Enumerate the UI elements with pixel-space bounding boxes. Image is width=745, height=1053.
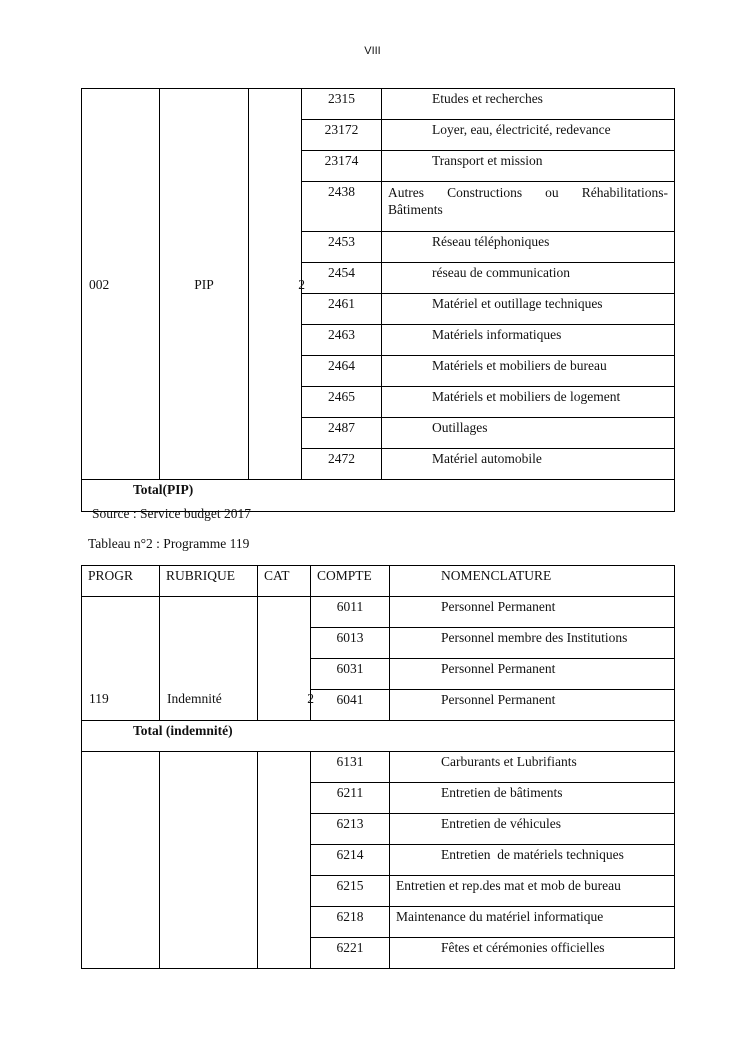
- compte-cell: 6011: [311, 597, 390, 628]
- nomenclature-cell: [382, 182, 675, 232]
- compte-cell: 6013: [311, 628, 390, 659]
- nomenclature-cell: Entretien de matériels techniques: [390, 845, 675, 876]
- progr-cell: 002: [82, 89, 160, 480]
- table-row: [82, 752, 675, 783]
- compte-cell: 2315: [302, 89, 382, 120]
- compte-cell: 2463: [302, 325, 382, 356]
- compte-cell: 2461: [302, 294, 382, 325]
- rubrique-cell: Indemnité: [160, 597, 258, 721]
- nomenclature-cell: Transport et mission: [382, 151, 675, 182]
- nomenclature-cell: Etudes et recherches: [382, 89, 675, 120]
- compte-cell: 6041: [311, 690, 390, 721]
- compte-cell: 23172: [302, 120, 382, 151]
- header-progr: PROGR: [82, 566, 160, 597]
- progr-cell: [82, 752, 160, 969]
- cat-fragment: 2: [307, 691, 314, 706]
- cat-cell: [249, 89, 305, 480]
- compte-cell: 2487: [302, 418, 382, 449]
- header-cat: CAT: [258, 566, 311, 597]
- nomenclature-cell: Personnel Permanent: [390, 597, 675, 628]
- nomenclature-line: Bâtiments: [388, 202, 443, 217]
- nomenclature-cell: Personnel Permanent: [390, 690, 675, 721]
- pip-budget-table: [81, 88, 675, 512]
- nomenclature-cell: Matériels et mobiliers de bureau: [382, 356, 675, 387]
- table-caption: Tableau n°2 : Programme 119: [88, 536, 250, 551]
- nomenclature-cell: Maintenance du matériel informatique: [390, 907, 675, 938]
- rubrique-cell: [160, 752, 258, 969]
- header-row: [82, 566, 675, 597]
- compte-cell: 6031: [311, 659, 390, 690]
- header-compte: COMPTE: [311, 566, 390, 597]
- programme-119-table: [81, 565, 675, 969]
- rubrique-cell: PIP: [160, 89, 249, 480]
- nomenclature-cell: Matériel automobile: [382, 449, 675, 480]
- compte-cell: 2464: [302, 356, 382, 387]
- compte-cell: 2454: [302, 263, 382, 294]
- compte-cell: 6211: [311, 783, 390, 814]
- progr-cell: 119: [82, 597, 160, 721]
- nomenclature-cell: Entretien de bâtiments: [390, 783, 675, 814]
- nomenclature-cell: Personnel Permanent: [390, 659, 675, 690]
- nomenclature-cell: Entretien de véhicules: [390, 814, 675, 845]
- nomenclature-cell: Personnel membre des Institutions: [390, 628, 675, 659]
- compte-cell: 6131: [311, 752, 390, 783]
- source-note: Source : Service budget 2017: [92, 506, 251, 521]
- cat-fragment: 2: [298, 277, 305, 292]
- nomenclature-line: Autres Constructions ou Réhabilitations-: [388, 185, 668, 200]
- total-indemnite-label: Total (indemnité): [82, 721, 675, 752]
- table-row: [82, 89, 675, 120]
- compte-cell: 2472: [302, 449, 382, 480]
- nomenclature-cell: Fêtes et cérémonies officielles: [390, 938, 675, 969]
- header-nomenclature: NOMENCLATURE: [390, 566, 675, 597]
- compte-cell: 23174: [302, 151, 382, 182]
- cat-cell: [258, 752, 311, 969]
- compte-cell: 2453: [302, 232, 382, 263]
- compte-cell: 6214: [311, 845, 390, 876]
- compte-cell: 2465: [302, 387, 382, 418]
- header-rubrique: RUBRIQUE: [160, 566, 258, 597]
- nomenclature-cell: Matériels informatiques: [382, 325, 675, 356]
- nomenclature-cell: réseau de communication: [382, 263, 675, 294]
- compte-cell: 6218: [311, 907, 390, 938]
- nomenclature-cell: Matériel et outillage techniques: [382, 294, 675, 325]
- nomenclature-cell: Matériels et mobiliers de logement: [382, 387, 675, 418]
- total-pip-label: Total(PIP): [82, 480, 675, 512]
- compte-cell: 6221: [311, 938, 390, 969]
- nomenclature-cell: Outillages: [382, 418, 675, 449]
- compte-cell: 6215: [311, 876, 390, 907]
- nomenclature-cell: Loyer, eau, électricité, redevance: [382, 120, 675, 151]
- compte-cell: 6213: [311, 814, 390, 845]
- table-row: [82, 597, 675, 628]
- compte-cell: 2438: [302, 182, 382, 232]
- cat-cell: [258, 597, 314, 721]
- nomenclature-cell: Entretien et rep.des mat et mob de bureau: [390, 876, 675, 907]
- total-row: [82, 721, 675, 752]
- nomenclature-cell: Carburants et Lubrifiants: [390, 752, 675, 783]
- nomenclature-cell: Réseau téléphoniques: [382, 232, 675, 263]
- page-number: VIII: [364, 45, 381, 57]
